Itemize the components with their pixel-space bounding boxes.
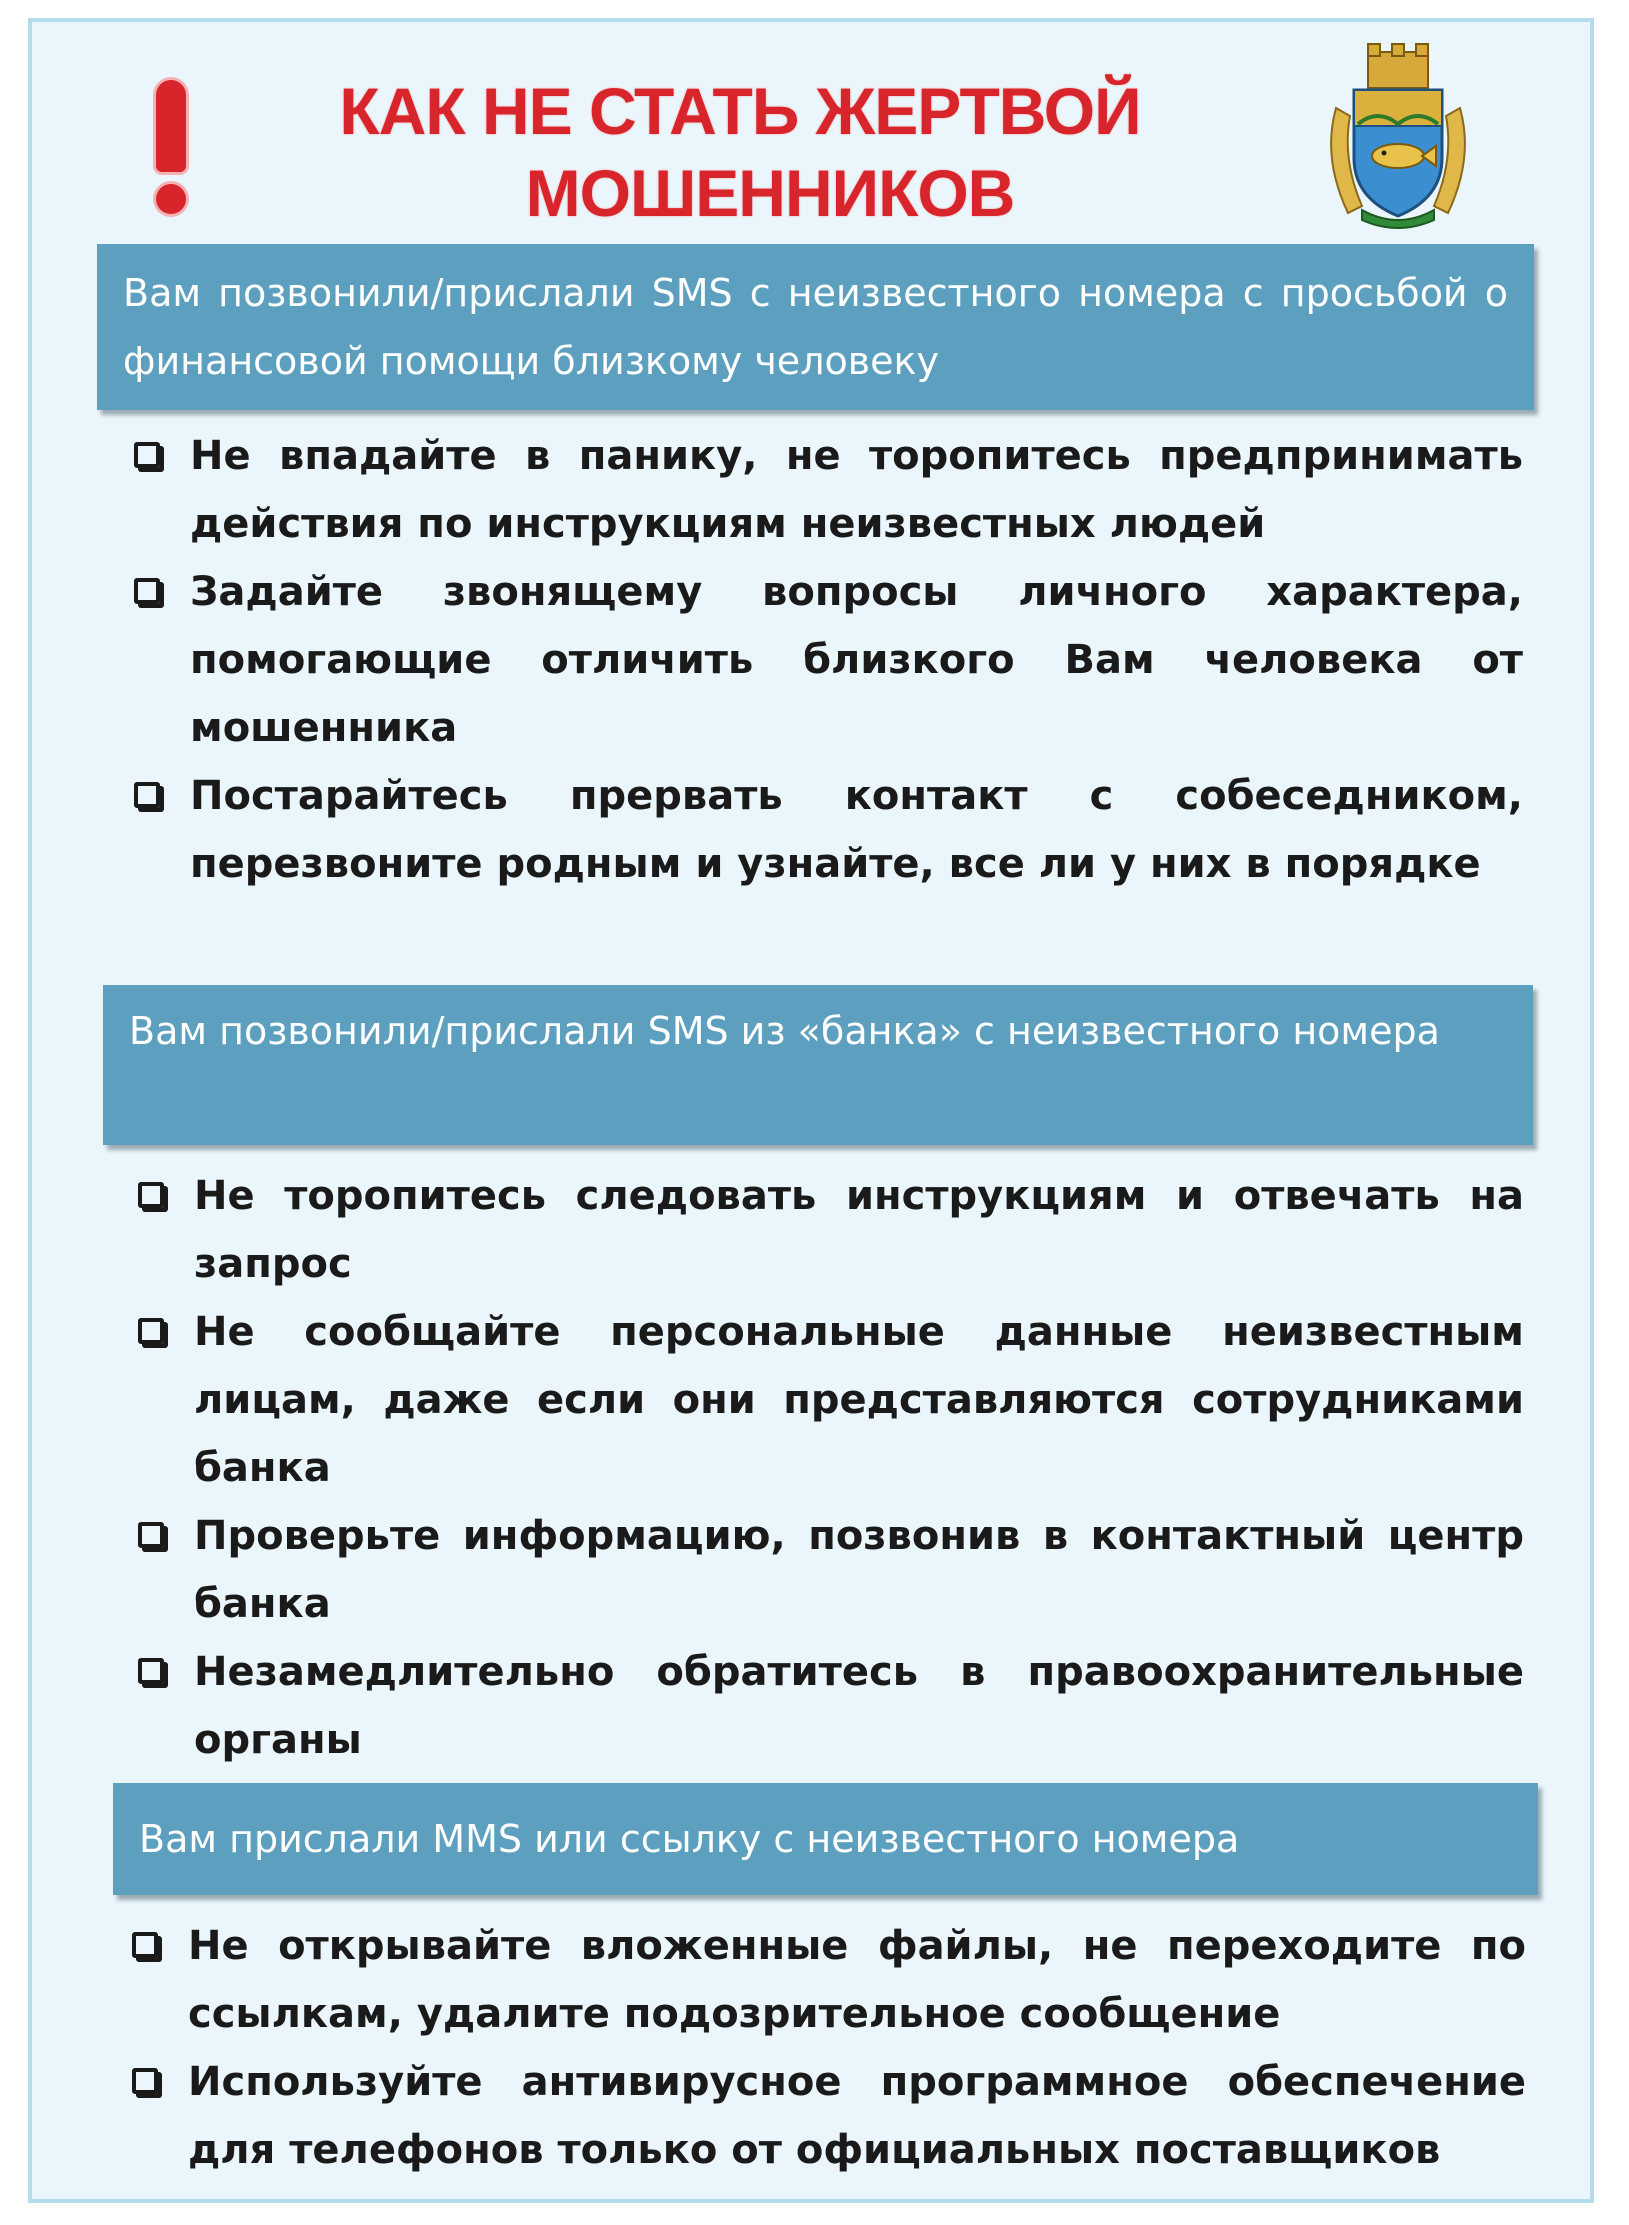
list-item	[132, 1502, 1524, 1638]
title-line-1: КАК НЕ СТАТЬ ЖЕРТВОЙ	[339, 74, 1141, 148]
list-item-text: Незамедлительно обратитесь в правоохранительные органы	[194, 1649, 1524, 1763]
list-item	[128, 422, 1523, 558]
list-item	[132, 1162, 1524, 1298]
section-1-header: Вам позвонили/прислали SMS с неизвестного номера с просьбой о финансовой помощи близкому человеку	[97, 244, 1534, 410]
section-1-list	[128, 422, 1523, 898]
checkbox-icon	[138, 1658, 164, 1684]
list-item	[128, 558, 1523, 762]
section-3-list	[126, 1912, 1526, 2184]
list-item-text: Используйте антивирусное программное обеспечение для телефонов только от официальных поставщиков	[188, 2059, 1526, 2173]
list-item-text: Задайте звонящему вопросы личного характера, помогающие отличить близкого Вам человека от мошенника	[190, 569, 1523, 751]
exclamation-icon	[148, 80, 194, 220]
list-item	[132, 1298, 1524, 1502]
list-item	[132, 1638, 1524, 1774]
list-item	[128, 762, 1523, 898]
coat-of-arms-icon	[1318, 38, 1478, 238]
checkbox-icon	[138, 1182, 164, 1208]
checkbox-icon	[138, 1318, 164, 1344]
list-item	[126, 1912, 1526, 2048]
checkbox-icon	[138, 1522, 164, 1548]
list-item-text: Не сообщайте персональные данные неизвестным лицам, даже если они представляются сотрудниками банка	[194, 1309, 1524, 1491]
title-line-2: МОШЕННИКОВ	[525, 156, 1015, 230]
list-item-text: Не торопитесь следовать инструкциям и отвечать на запрос	[194, 1173, 1524, 1287]
list-item	[126, 2048, 1526, 2184]
list-item-text: Не открывайте вложенные файлы, не переходите по ссылкам, удалите подозрительное сообщение	[188, 1923, 1526, 2037]
section-2-header: Вам позвонили/прислали SMS из «банка» с неизвестного номера	[103, 985, 1533, 1145]
page-title	[220, 70, 1290, 234]
section-2-list	[132, 1162, 1524, 1774]
section-3-header: Вам прислали MMS или ссылку с неизвестного номера	[113, 1783, 1538, 1895]
checkbox-icon	[134, 782, 160, 808]
checkbox-icon	[132, 2068, 158, 2094]
checkbox-icon	[132, 1932, 158, 1958]
list-item-text: Проверьте информацию, позвонив в контактный центр банка	[194, 1513, 1524, 1627]
checkbox-icon	[134, 442, 160, 468]
list-item-text: Не впадайте в панику, не торопитесь предпринимать действия по инструкциям неизвестных людей	[190, 433, 1523, 547]
checkbox-icon	[134, 578, 160, 604]
list-item-text: Постарайтесь прервать контакт с собеседником, перезвоните родным и узнайте, все ли у них в порядке	[190, 773, 1523, 887]
